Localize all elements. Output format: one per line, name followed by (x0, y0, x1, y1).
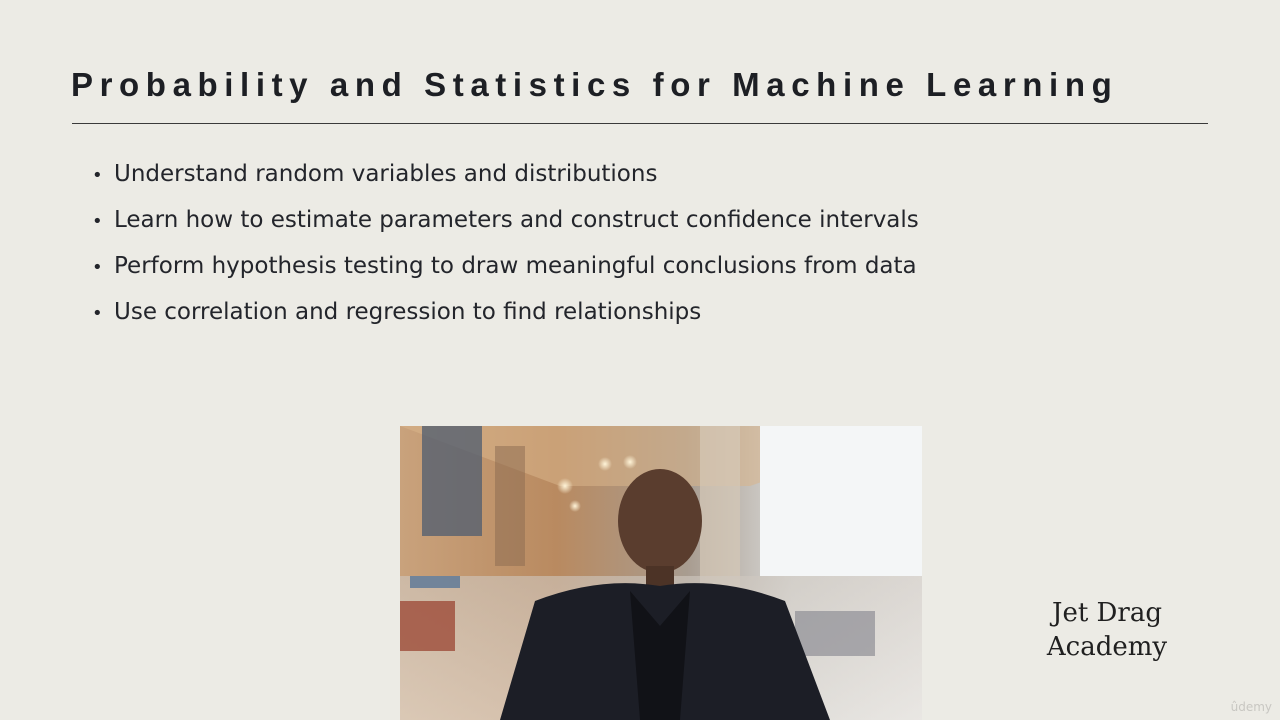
bullet-item (92, 248, 919, 294)
bullet-list (92, 156, 919, 340)
bullet-item (92, 294, 919, 340)
instructor-video (400, 426, 922, 720)
academy-logo (1030, 596, 1184, 664)
bullet-dot: • (92, 165, 103, 186)
title-divider (72, 123, 1208, 124)
bullet-dot: • (92, 211, 103, 232)
slide-title: Probability and Statistics for Machine Learning (71, 66, 1119, 103)
udemy-watermark: ûdemy (1230, 700, 1272, 714)
academy-logo-line2: Academy (1046, 632, 1168, 662)
bullet-dot: • (92, 257, 103, 278)
bullet-text: Learn how to estimate parameters and construct confidence intervals (114, 207, 919, 233)
instructor-video-frame (400, 426, 922, 720)
bullet-dot: • (92, 303, 103, 324)
bullet-item (92, 202, 919, 248)
bullet-item (92, 156, 919, 202)
bullet-text: Understand random variables and distributions (114, 161, 658, 187)
academy-logo-line1: Jet Drag (1052, 598, 1162, 628)
bullet-text: Use correlation and regression to find relationships (114, 299, 702, 325)
bullet-text: Perform hypothesis testing to draw meaningful conclusions from data (114, 253, 917, 279)
